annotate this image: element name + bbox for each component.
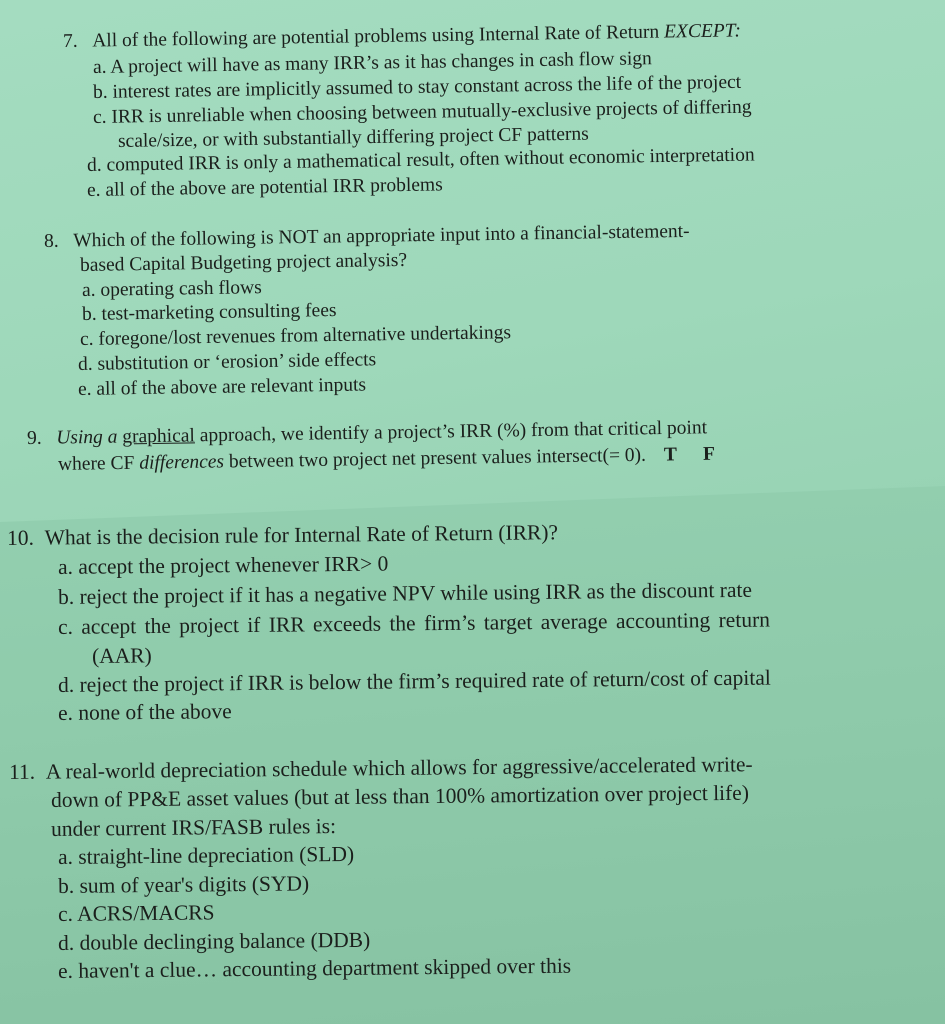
q7-option-d: d. computed IRR is only a mathematical result, often without economic interpretation (86, 144, 755, 176)
q7-option-e: e. all of the above are potential IRR problems (86, 174, 443, 201)
q10-option-c: c. accept the project if IRR exceeds the firm’s target average accounting return (57, 607, 771, 639)
q10-option-b: b. reject the project if it has a negative NPV while using IRR as the discount rate (57, 577, 753, 609)
q11-stem-cont-1: down of PP&E asset values (but at less than 100% amortization over project life) (50, 780, 750, 812)
q8-stem-cont: based Capital Budgeting project analysis? (79, 249, 408, 276)
q9-true-option[interactable]: T (663, 444, 678, 466)
q10-number: 10. (6, 525, 34, 550)
q8-option-d: d. substitution or ‘erosion’ side effects (77, 349, 377, 375)
q8-option-b: b. test-marketing consulting fees (81, 300, 337, 325)
q11-stem-cont-2: under current IRS/FASB rules is: (50, 814, 337, 841)
q9-text-rest: approach, we identify a project’s IRR (%) from that critical point (194, 417, 708, 447)
q9-false-option[interactable]: F (702, 443, 716, 465)
q10-stem-text: What is the decision rule for Internal Rate of Return (IRR)? (44, 520, 559, 550)
q9-text-using: Using a (56, 426, 123, 449)
q8-stem-text: Which of the following is NOT an appropriate input into a financial-statement- (73, 220, 690, 252)
q11-option-a: a. straight-line depreciation (SLD) (57, 841, 355, 869)
q7-number: 7. (62, 30, 78, 52)
q10-option-c-cont: (AAR) (91, 643, 152, 668)
q9-text-cf: where CF (57, 452, 140, 475)
q7-option-c: c. IRR is unreliable when choosing between mutually-exclusive projects of differing (92, 96, 752, 128)
q8-option-e: e. all of the above are relevant inputs (77, 374, 367, 400)
q7-option-b: b. interest rates are implicitly assumed to stay constant across the life of the project (92, 71, 742, 103)
q7-option-a: a. A project will have as many IRR’s as it has changes in cash flow sign (92, 48, 652, 78)
q9-text-graphical: graphical (122, 425, 196, 448)
q11-stem-text: A real-world depreciation schedule which allows for aggressive/accelerated write- (45, 752, 753, 784)
q10-option-d: d. reject the project if IRR is below the firm’s required rate of return/cost of capital (57, 665, 771, 697)
q8-option-c: c. foregone/lost revenues from alternative undertakings (79, 322, 512, 350)
q11-option-e: e. haven't a clue… accounting department skipped over this (57, 953, 572, 983)
q11-option-c: c. ACRS/MACRS (57, 900, 215, 926)
q7-option-c-cont: scale/size, or with substantially differing project CF patterns (117, 123, 589, 152)
q9-number: 9. (26, 427, 42, 449)
q11-option-d: d. double declinging balance (DDB) (57, 927, 371, 955)
q7-stem-text: All of the following are potential problems using Internal Rate of Return (92, 21, 665, 52)
q8-number: 8. (43, 230, 59, 252)
q9-text-intersect: between two project net present values intersect(= 0). (223, 444, 647, 473)
q11-number: 11. (8, 759, 36, 784)
q10-option-e: e. none of the above (57, 699, 232, 725)
q9-text-differences: differences (139, 451, 225, 474)
q10-option-a: a. accept the project whenever IRR> 0 (57, 551, 389, 579)
q7-stem-emphasis: EXCEPT: (663, 20, 742, 43)
q11-option-b: b. sum of year's digits (SYD) (57, 871, 310, 898)
q8-option-a: a. operating cash flows (81, 277, 262, 301)
